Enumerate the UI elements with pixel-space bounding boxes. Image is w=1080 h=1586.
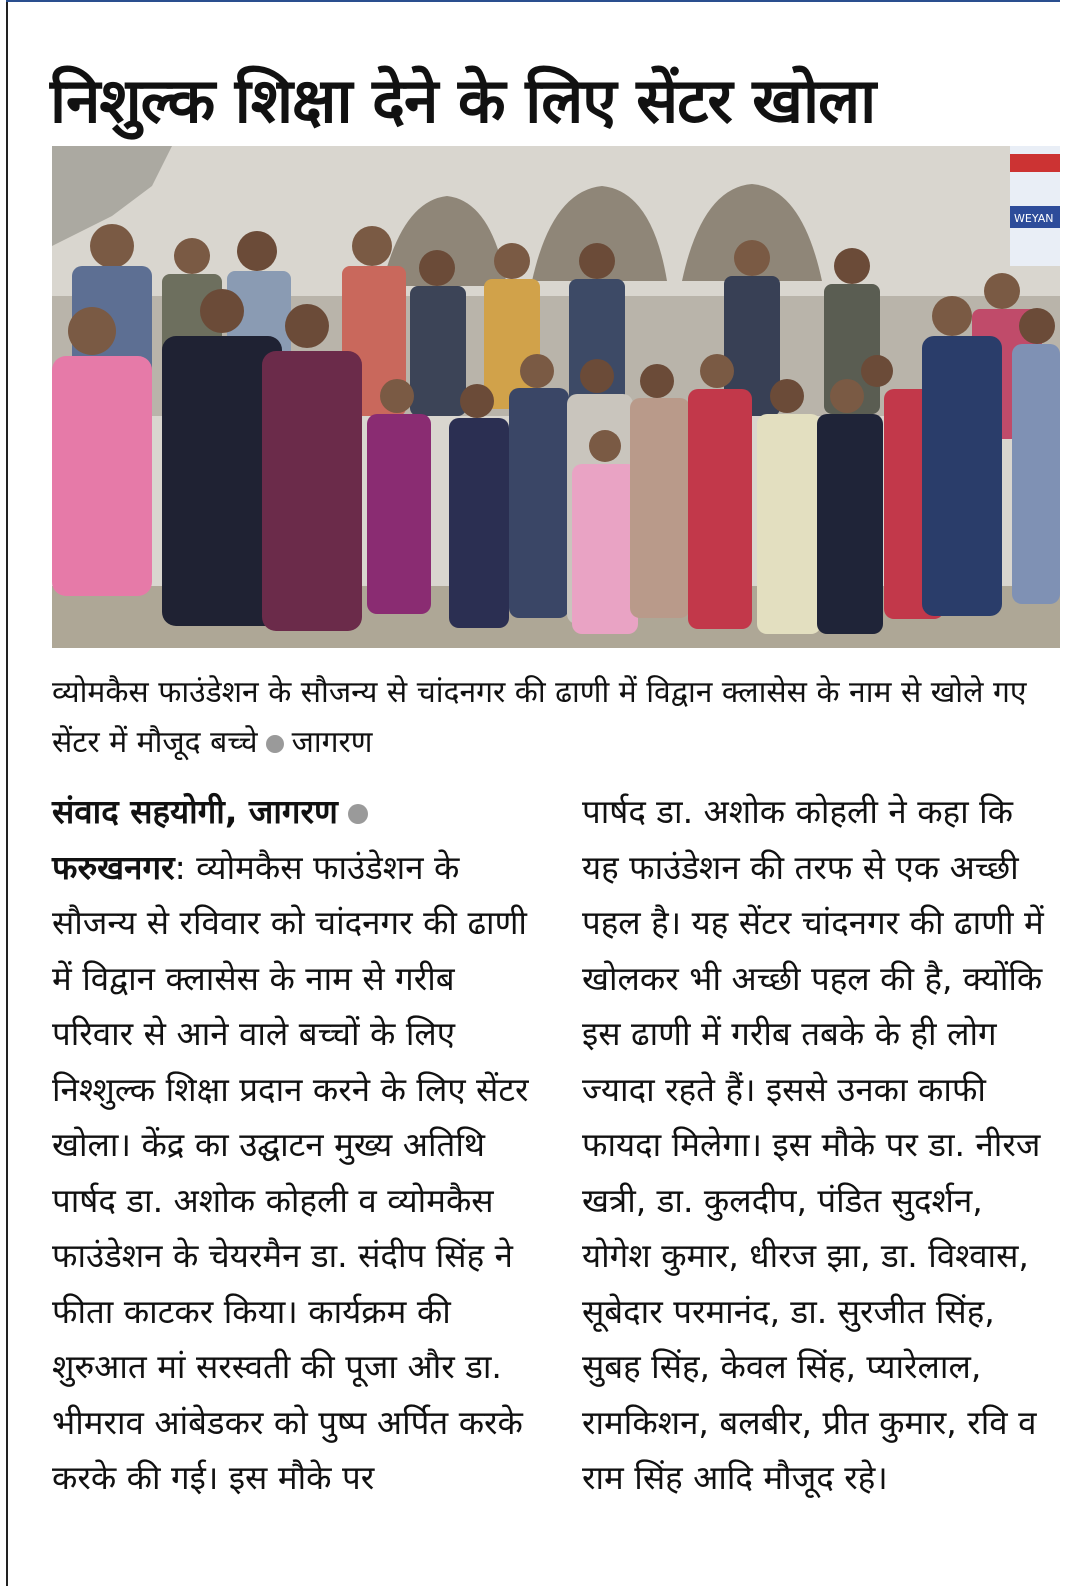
body-left-text: व्योमकैस फाउंडेशन के सौजन्य से रविवार को चांदनगर की ढाणी में विद्वान क्लासेस के नाम से गरीब परिवार से आने वाले बच्चों के लिए निश्शुल्क शिक्षा प्रदान करने के लिए सेंटर खोला। केंद्र का उद्घाटन मुख्य अतिथि पार्षद डा. अशोक कोहली व व्योमकैस फाउंडेशन के चेयरमैन डा. संदीप सिंह ने फीता काटकर किया। कार्यक्रम की शुरुआत मां सरस्वती की पूजा और डा. भीमराव आंबेडकर को पुष्प अर्पित करके करके की गई। इस मौके पर bbox=[52, 847, 529, 1497]
page-left-border bbox=[6, 0, 8, 1586]
dateline: फरुखनगर bbox=[52, 847, 175, 887]
page-top-rule bbox=[6, 0, 1060, 2]
article-body-left bbox=[52, 840, 542, 1506]
article-column-left bbox=[52, 784, 542, 1506]
article-body-right: पार्षद डा. अशोक कोहली ने कहा कि यह फाउंडेशन की तरफ से एक अच्छी पहल है। यह सेंटर चांदनगर की ढाणी में खोलकर भी अच्छी पहल की है, क्योंकि इस ढाणी में गरीब तबके के ही लोग ज्यादा रहते हैं। इससे उनका काफी फायदा मिलेगा। इस मौके पर डा. नीरज खत्री, डा. कुलदीप, पंडित सुदर्शन, योगेश कुमार, धीरज झा, डा. विश्वास, सूबेदार परमानंद, डा. सुरजीत सिंह, सुबह सिंह, केवल सिंह, प्यारेलाल, रामकिशन, बलबीर, प्रीत कुमार, रवि व राम सिंह आदि मौजूद रहे। bbox=[582, 792, 1044, 1497]
group-photo-illustration bbox=[52, 146, 1060, 648]
byline bbox=[52, 784, 542, 840]
banner bbox=[1010, 146, 1060, 266]
banner-text: WEYAN bbox=[1014, 212, 1054, 225]
caption-text: व्योमकैस फाउंडेशन के सौजन्य से चांदनगर की ढाणी में विद्वान क्लासेस के नाम से खोले गए सेंटर में मौजूद बच्चे bbox=[52, 675, 1027, 760]
headline: निशुल्क शिक्षा देने के लिए सेंटर खोला bbox=[50, 63, 876, 137]
dateline-colon: : bbox=[174, 847, 197, 887]
photo-caption bbox=[52, 668, 1052, 768]
news-photo bbox=[52, 146, 1060, 648]
separator-dot-icon bbox=[266, 735, 284, 753]
separator-dot-icon bbox=[348, 804, 368, 824]
article-column-right bbox=[582, 784, 1060, 1506]
caption-credit: जागरण bbox=[291, 725, 373, 760]
byline-text: संवाद सहयोगी, जागरण bbox=[52, 792, 338, 831]
